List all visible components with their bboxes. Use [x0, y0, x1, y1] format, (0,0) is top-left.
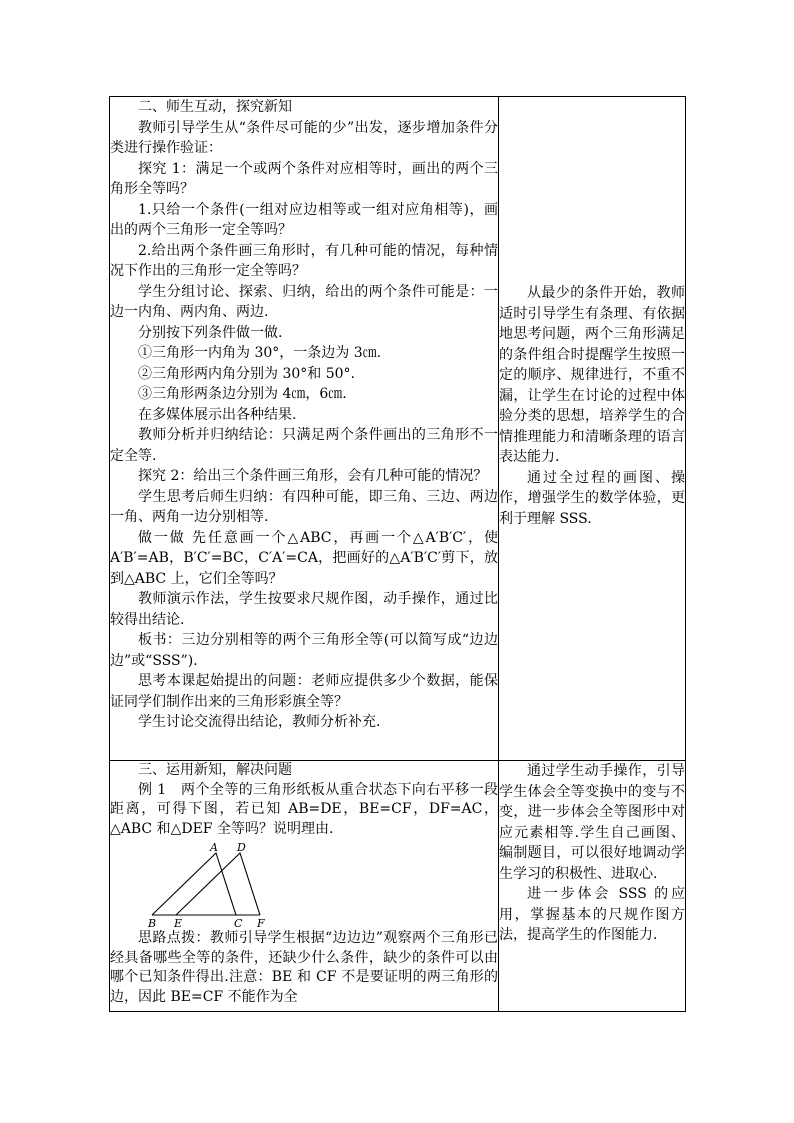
- paragraph: 分别按下列条件做一做.: [138, 324, 283, 341]
- table-row: [110, 761, 686, 1012]
- example-problem: 例 1 两个全等的三角形纸板从重合状态下向右平移一段距离，可得下图，若已知 AB=DE，BE=CF，DF=AC，△ABC 和△DEF 全等吗？说明理由.: [110, 781, 498, 837]
- paragraph: 教师演示作法，学生按要求尺规作图，动手操作，通过比较得出结论.: [110, 591, 498, 628]
- paragraph: 学生讨论交流得出结论，教师分析补充.: [138, 714, 381, 730]
- main-cell-1: [110, 97, 499, 761]
- lesson-table: [109, 96, 686, 1012]
- paragraph: 教师引导学生从“条件尽可能的少”出发，逐步增加条件分类进行操作验证：: [110, 119, 498, 156]
- label-f: F: [257, 917, 265, 927]
- paragraph: 板书：三边分别相等的两个三角形全等(可以简写成“边边边”或“SSS”).: [110, 632, 498, 669]
- label-b: B: [148, 917, 157, 927]
- triangle-figure: [140, 843, 270, 927]
- paragraph: 思路点拨：教师引导学生根据“边边边”观察两个三角形已经具备哪些全等的条件，还缺少什么条件，缺少的条件可以由哪个已知条件得出.注意：BE 和 CF 不是要证明的两三角形的边，因此 BE=CF 不能作为全: [110, 930, 498, 1005]
- paragraph: 探究 1：满足一个或两个条件对应相等时，画出的两个三角形全等吗？: [110, 160, 498, 197]
- paragraph: 教师分析并归纳结论：只满足两个条件画出的三角形不一定全等.: [110, 427, 498, 464]
- label-d: D: [237, 843, 246, 854]
- side-note: 从最少的条件开始，教师适时引导学生有条理、有依据地思考问题，两个三角形满足的条件组合时提醒学生按照一定的顺序、规律进行，不重不漏，让学生在讨论的过程中体验分类的思想，培养学生的合情推理能力和清晰条理的语言表达能力.: [499, 285, 685, 465]
- label-a: A: [210, 843, 218, 854]
- label-c: C: [234, 917, 243, 927]
- side-note: 进一步体会 SSS 的应用，掌握基本的尺规作图方法，提高学生的作图能力.: [499, 886, 685, 943]
- side-note: 通过学生动手操作，引导学生体会全等变换中的变与不变，进一步体会全等图形中对应元素相等.学生自己画图、编制题目，可以很好地调动学生学习的积极性、进取心.: [499, 763, 685, 882]
- paragraph: 在多媒体展示出各种结果.: [138, 406, 297, 423]
- paragraph: 探究 2：给出三个条件画三角形，会有几种可能的情况？: [138, 468, 488, 484]
- list-item: ③三角形两条边分别为 4㎝，6㎝.: [138, 386, 347, 402]
- paragraph: 做一做 先任意画一个△ABC，再画一个△A′B′C′，使 A′B′=AB，B′C′=BC，C′A′=CA，把画好的△A′B′C′剪下，放到△ABC 上，它们全等吗？: [110, 529, 498, 587]
- label-e: E: [174, 917, 183, 927]
- paragraph: 2.给出两个条件画三角形时，有几种可能的情况，每种情况下作出的三角形一定全等吗？: [110, 242, 498, 279]
- side-cell-1: [499, 97, 686, 761]
- list-item: ②三角形两内角分别为 30°和 50°.: [138, 365, 355, 382]
- section-heading: 二、师生互动，探究新知: [138, 99, 292, 115]
- table-row: [110, 97, 686, 761]
- paragraph: 学生思考后师生归纳：有四种可能，即三角、三边、两边一角、两角一边分别相等.: [110, 488, 498, 525]
- main-cell-2: [110, 761, 499, 1012]
- section-heading: 三、运用新知，解决问题: [138, 762, 292, 778]
- side-note: 通过全过程的画图、操作，增强学生的数学体验，更利于理解 SSS.: [499, 469, 685, 527]
- side-cell-2: [499, 761, 686, 1012]
- paragraph: 思考本课起始提出的问题：老师应提供多少个数据，能保证同学们制作出来的三角形彩旗全等？: [110, 673, 498, 710]
- list-item: ①三角形一内角为 30°，一条边为 3㎝.: [138, 345, 382, 361]
- paragraph: 1.只给一个条件(一组对应边相等或一组对应角相等)，画出的两个三角形一定全等吗？: [110, 201, 498, 238]
- paragraph: 学生分组讨论、探索、归纳，给出的两个条件可能是：一边一内角、两内角、两边.: [110, 283, 498, 320]
